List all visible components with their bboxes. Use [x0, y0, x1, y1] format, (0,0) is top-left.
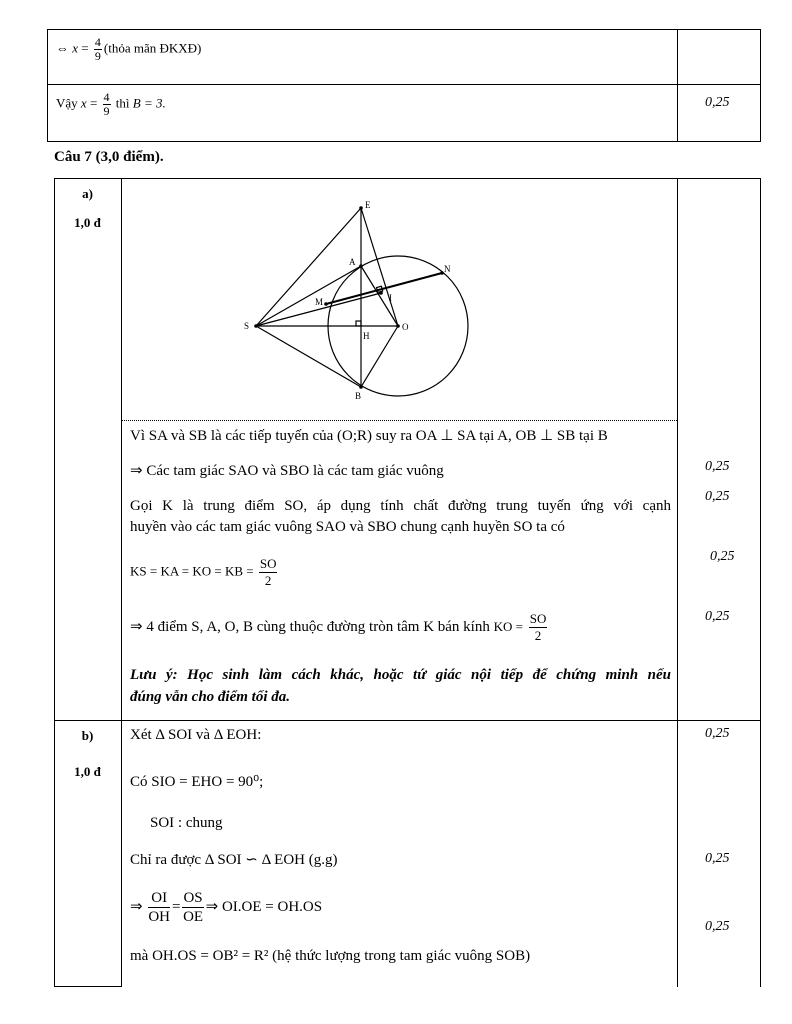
geometry-figure [230, 195, 490, 410]
table-border [47, 29, 761, 30]
label-s: S [244, 321, 250, 331]
segment-eo [361, 208, 398, 326]
label-e: E [365, 200, 371, 210]
part-a-score: 0,25 [705, 609, 730, 624]
part-b-line5: ⇒ $\frac{OI}{OH}$ = $\frac{OS}{OE}$ ⇒ OI.OE = OH.OS [130, 890, 323, 925]
part-a-score: 0,25 [705, 459, 730, 474]
label-m: M [315, 297, 324, 307]
table-border [760, 29, 761, 142]
table-border [121, 178, 122, 987]
row2-eq: = [89, 95, 98, 111]
label-h: H [363, 331, 370, 341]
label-b: B [355, 391, 362, 401]
part-a-line5: ⇒ 4 điểm S, A, O, B cùng thuộc đường tròn tâm K bán kính KO = $\frac{SO}{2}$ [130, 611, 547, 643]
row1-fraction: $\frac{4}{9}$ [94, 35, 101, 63]
table-border [47, 141, 761, 142]
segment-sa [256, 266, 361, 326]
part-a-points: 1,0 đ [74, 215, 101, 230]
question-title: Câu 7 (3,0 điểm). [54, 149, 164, 165]
segment-se [256, 208, 361, 326]
right-angle-h [356, 321, 361, 326]
part-a-line3a: Gọi K là trung điểm SO, áp dụng tính chất đường trung tuyến ứng với cạnh [130, 498, 671, 514]
table-border [54, 986, 121, 987]
table-border [47, 29, 48, 142]
table-border [47, 84, 761, 85]
part-a-label: a) [82, 186, 93, 201]
row2-text2: thì [115, 95, 130, 111]
row1-prefix: ⇔ [56, 40, 69, 56]
row2-fraction: $\frac{4}{9}$ [103, 90, 110, 118]
part-a-score: 0,25 [710, 549, 735, 564]
segment-ao [361, 266, 398, 326]
part-a-score: 0,25 [705, 489, 730, 504]
dotted-divider [121, 420, 677, 421]
table-border [54, 178, 761, 179]
part-b-points: 1,0 đ [74, 764, 101, 779]
part-a-line2: ⇒ Các tam giác SAO và SBO là các tam giác vuông [130, 463, 444, 479]
row2-score: 0,25 [705, 95, 730, 110]
table-border [677, 178, 678, 987]
table-border [677, 29, 678, 142]
part-b-line2: Có SIO = EHO = 90⁰; [130, 774, 264, 790]
top-row2 [56, 91, 166, 118]
table-border [760, 178, 761, 987]
label-i: I [389, 293, 392, 303]
label-o: O [402, 322, 409, 332]
table-border [54, 178, 55, 987]
segment-sb [256, 326, 361, 387]
part-b-score: 0,25 [705, 919, 730, 934]
table-border [54, 720, 761, 721]
row2-var: x [80, 95, 87, 111]
row1-note: (thỏa mãn ĐKXĐ) [103, 40, 202, 56]
segment-mn [326, 273, 442, 304]
part-b-line6: mà OH.OS = OB² = R² (hệ thức lượng trong tam giác vuông SOB) [130, 948, 531, 964]
part-b-score: 0,25 [705, 726, 730, 741]
row2-expr: B = 3. [132, 95, 166, 111]
row1-eq: = [81, 40, 89, 56]
part-b-label: b) [81, 728, 94, 743]
part-a-note1: Lưu ý: Học sinh làm cách khác, hoặc tứ giác nội tiếp để chứng minh nếu [130, 667, 671, 683]
part-a-line1: Vì SA và SB là các tiếp tuyến của (O;R) suy ra OA ⊥ SA tại A, OB ⊥ SB tại B [130, 428, 608, 444]
part-b-score: 0,25 [705, 851, 730, 866]
part-a-line3b: huyền vào các tam giác vuông SAO và SBO chung cạnh huyền SO ta có [130, 519, 565, 535]
part-a-line4: KS = KA = KO = KB = $\frac{SO}{2}$ [130, 556, 277, 588]
row2-text: Vậy [56, 95, 78, 111]
row1-var: x [72, 40, 79, 56]
part-b-line4: Chỉ ra được Δ SOI ∽ Δ EOH (g.g) [130, 852, 338, 868]
part-a-note2: đúng vẫn cho điểm tối đa. [130, 689, 291, 705]
part-b-line3: SOI : chung [150, 815, 223, 831]
top-row1 [56, 36, 201, 63]
part-b-line1: Xét Δ SOI và Δ EOH: [130, 727, 262, 743]
label-a: A [349, 257, 356, 267]
label-n: N [444, 264, 451, 274]
